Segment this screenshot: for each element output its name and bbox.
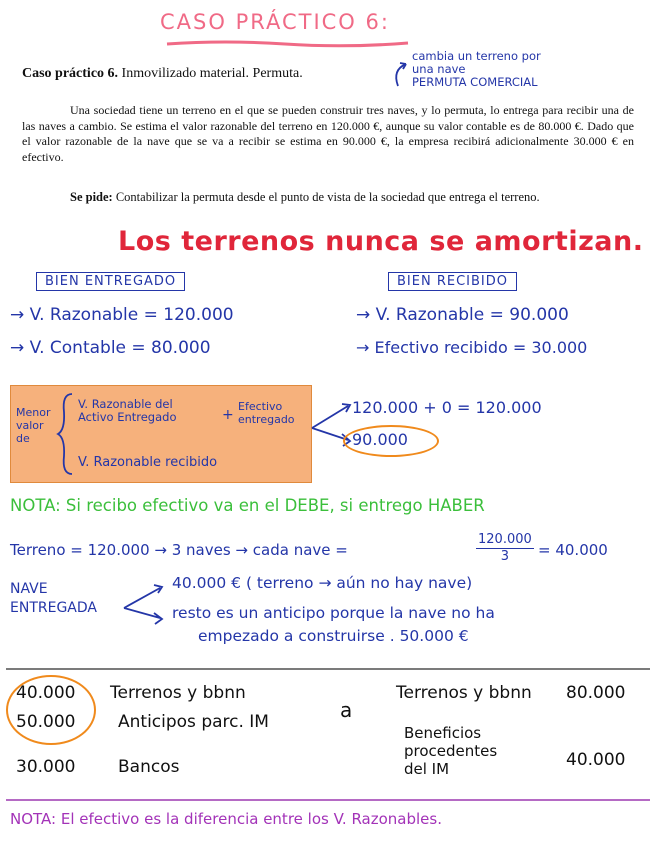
- ship-note-line-3: empezado a construirse . 50.000 €: [198, 627, 469, 645]
- received-fair-value: → V. Razonable = 90.000: [356, 305, 569, 325]
- lower-value-label: Menor valor de: [16, 406, 51, 445]
- task-text: Contabilizar la permuta desde el punto de vista de la sociedad que entrega el terreno.: [115, 190, 540, 204]
- debit-amount: 30.000: [16, 757, 76, 777]
- credit-account: Terrenos y bbnn: [396, 683, 532, 703]
- credit-account: Beneficios procedentes del IM: [404, 724, 498, 778]
- entry-separator: a: [340, 698, 353, 722]
- delivered-ship-label: NAVE ENTREGADA: [10, 581, 97, 616]
- lower-value-option-given: V. Razonable del Activo Entregado: [78, 397, 177, 424]
- debit-amount: 50.000: [16, 712, 76, 732]
- page-title: CASO PRÁCTICO 6:: [160, 10, 390, 34]
- case-subtitle: Inmovilizado material. Permuta.: [121, 66, 303, 81]
- debit-amount: 40.000: [16, 683, 76, 703]
- received-asset-label: BIEN RECIBIDO: [388, 272, 517, 291]
- fraction: [476, 532, 534, 565]
- title-underline: [165, 38, 410, 50]
- task-label: Se pide:: [70, 190, 113, 204]
- debit-account: Anticipos parc. IM: [118, 712, 269, 732]
- cash-difference-note: NOTA: El efectivo es la diferencia entre los V. Razonables.: [10, 810, 442, 828]
- case-heading: [22, 66, 303, 82]
- debit-account: Terrenos y bbnn: [110, 683, 246, 703]
- given-fair-value: → V. Razonable = 120.000: [10, 305, 234, 325]
- task-statement: [70, 190, 540, 205]
- ship-note-line-1: 40.000 € ( terreno → aún no hay nave): [172, 574, 473, 592]
- plus-sign: +: [222, 407, 234, 423]
- lower-value-result-1: 120.000 + 0 = 120.000: [352, 398, 542, 417]
- entry-top-divider: [6, 668, 650, 670]
- credit-amount: 40.000: [566, 750, 626, 770]
- problem-statement: Una sociedad tiene un terreno en el que se pueden construir tres naves, y lo permuta, lo entrega para recibir una de las naves a cambio. Se estima el valor razonable del terreno en 120.000 €, aunque su valor contable es de 80.000 €. Dado que el valor razonable de la nave que se va a recibir se estima en 90.000 €, la empresa recibirá adicionalmente 30.000 € en efectivo.: [22, 103, 634, 164]
- fork-arrow-icon: [120, 578, 168, 630]
- land-note: Los terrenos nunca se amortizan.: [118, 226, 644, 257]
- lower-value-result-2: 90.000: [352, 430, 408, 449]
- entry-bottom-divider: [6, 799, 650, 801]
- fraction-numerator: 120.000: [478, 532, 532, 547]
- per-ship-result: = 40.000: [538, 541, 608, 559]
- lower-value-option-received: V. Razonable recibido: [78, 455, 218, 470]
- lower-value-option-cash: Efectivo entregado: [238, 400, 295, 426]
- case-label: Caso práctico 6.: [22, 66, 119, 81]
- fraction-denominator: 3: [500, 549, 510, 564]
- debit-account: Bancos: [118, 757, 180, 777]
- received-cash: → Efectivo recibido = 30.000: [356, 338, 588, 357]
- debit-credit-note: NOTA: Si recibo efectivo va en el DEBE, si entrego HABER: [10, 496, 485, 515]
- side-note: cambia un terreno por una nave PERMUTA COMERCIAL: [412, 49, 541, 89]
- per-ship-calculation: Terreno = 120.000 → 3 naves → cada nave =: [10, 541, 348, 559]
- given-book-value: → V. Contable = 80.000: [10, 338, 211, 358]
- credit-amount: 80.000: [566, 683, 626, 703]
- given-asset-label: BIEN ENTREGADO: [36, 272, 185, 291]
- brace-icon: [56, 392, 74, 476]
- ship-note-line-2: resto es un anticipo porque la nave no ha: [172, 604, 495, 622]
